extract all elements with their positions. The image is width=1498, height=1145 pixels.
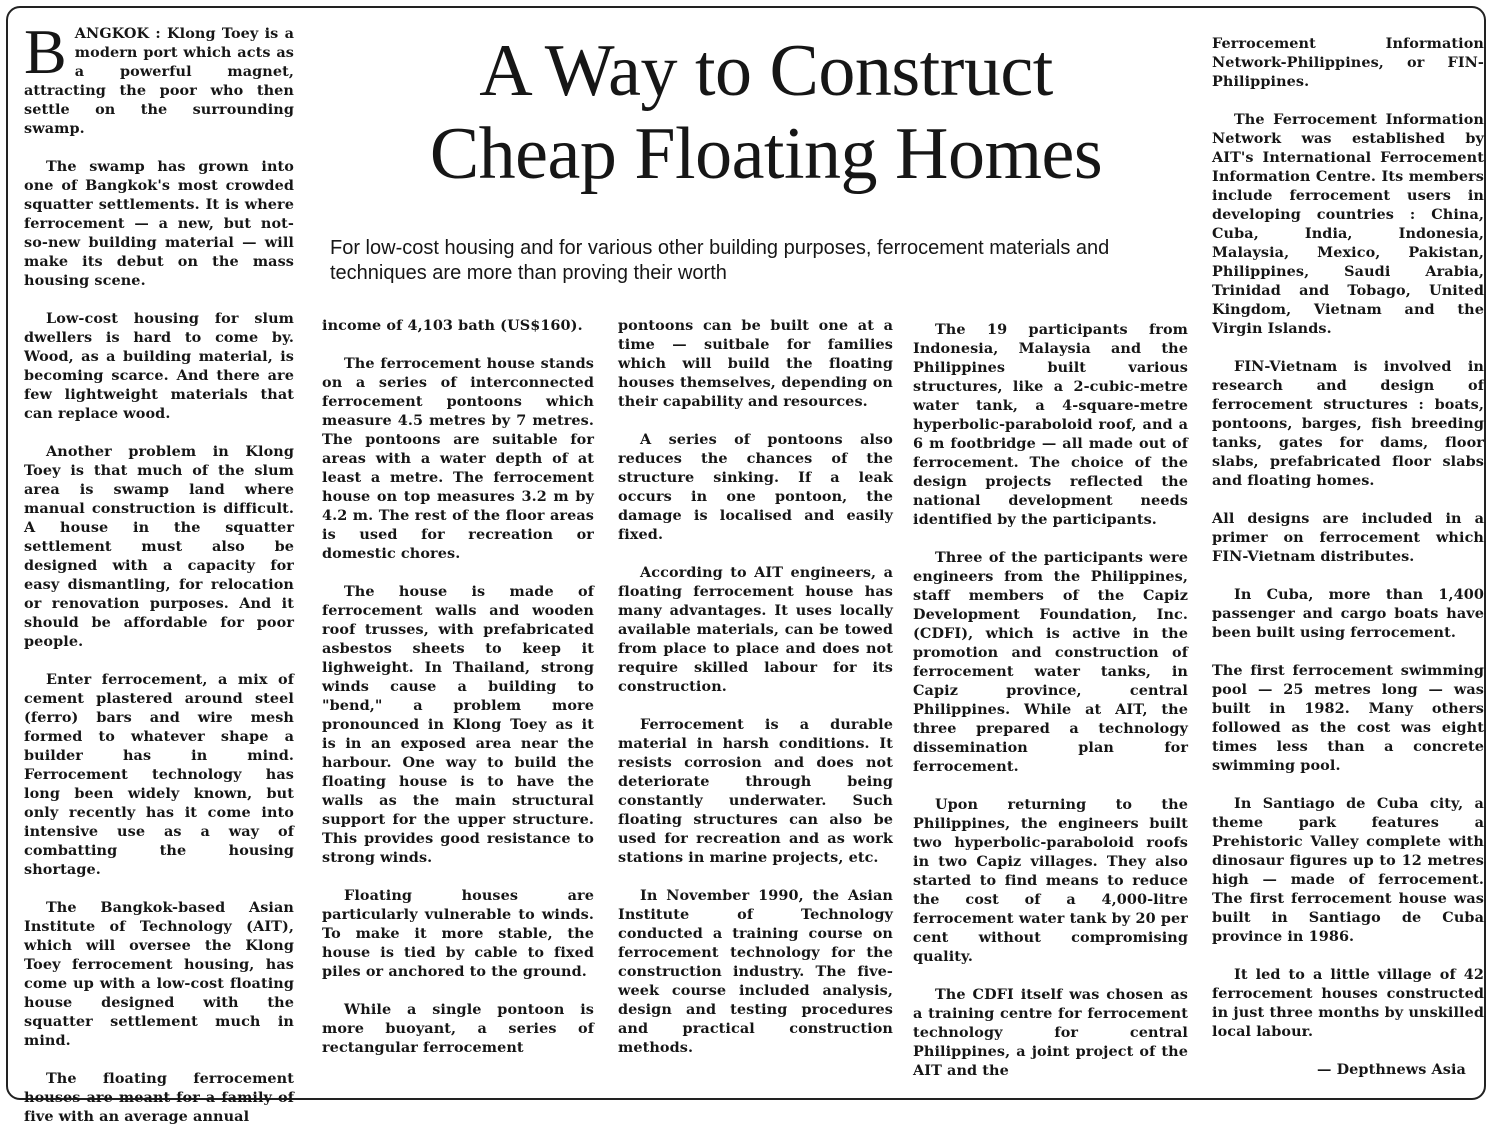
paragraph: The 19 participants from Indonesia, Malaysia and the Philippines built various structures, like a 2-cubic-metre water tank, a 4-square-metre hyperbolic-paraboloid roof, and a 6 m footbridge — all made out of ferrocement. The choice of the design projects reflected the national development needs identified by the participants. [913, 321, 1188, 528]
byline-credit: — Depthnews Asia [1317, 1061, 1466, 1078]
paragraph: Ferrocement is a durable material in harsh conditions. It resists corrosion and does not deteriorate through being constantly underwater. Such floating structures can also be used for recreation and as work stations in marine projects, etc. [618, 716, 893, 866]
column-4 [913, 320, 1188, 1099]
paragraph: It led to a little village of 42 ferrocement houses constructed in just three months by unskilled local labour. [1212, 966, 1484, 1040]
paragraph-text: Klong Toey is a modern port which acts as a powerful magnet, attracting the poor who then settle on the surrounding swamp. [24, 25, 294, 137]
paragraph: A series of pontoons also reduces the chances of the structure sinking. If a leak occurs in one pontoon, the damage is localised and easily fixed. [618, 431, 893, 543]
column-2 [322, 316, 594, 1076]
paragraph: Upon returning to the Philippines, the engineers built two hyperbolic-paraboloid roofs in two Capiz villages. They also started to find means to reduce the cost of a 4,000-litre ferrocement water tank by 20 per cent without compromising quality. [913, 796, 1188, 965]
newspaper-clipping [6, 6, 1486, 1125]
paragraph: In Cuba, more than 1,400 passenger and cargo boats have been built using ferrocement. [1212, 586, 1484, 641]
paragraph: While a single pontoon is more buoyant, a series of rectangular ferrocement [322, 1001, 594, 1056]
paragraph: Three of the participants were engineers from the Philippines, staff members of the Capiz Development Foundation, Inc. (CDFI), which is active in the promotion and construction of ferrocement water tanks, in Capiz province, central Philippines. While at AIT, the three prepared a technology dissemination plan for ferrocement. [913, 549, 1188, 775]
paragraph: Low-cost housing for slum dwellers is hard to come by. Wood, as a building material, is becoming scarce. And there are few lightweight materials that can replace wood. [24, 310, 294, 422]
column-1 [24, 16, 294, 1145]
headline-line-2: Cheap Floating Homes [429, 113, 1103, 195]
headline [326, 30, 1206, 196]
paragraph: The CDFI itself was chosen as a training centre for ferrocement technology for central Philippines, a joint project of the AIT and the [913, 986, 1188, 1079]
paragraph: Another problem in Klong Toey is that much of the slum area is swamp land where manual construction is difficult. A house in the squatter settlement must also be designed with a capacity for easy dismantling, for relocation or renovation purposes. And it should be affordable for poor people. [24, 443, 294, 650]
paragraph: According to AIT engineers, a floating ferrocement house has many advantages. It uses locally available materials, can be towed from place to place and does not require skilled labour for its construction. [618, 564, 893, 695]
paragraph: FIN-Vietnam is involved in research and design of ferrocement structures : boats, pontoons, barges, fish breeding tanks, gates for dams, floor slabs, prefabricated floor slabs and floating homes. [1212, 358, 1484, 489]
paragraph: The first ferrocement swimming pool — 25 metres long — was built in 1982. Many others followed as the cost was eight times less than a concrete swimming pool. [1212, 662, 1484, 774]
headline-line-1: A Way to Construct [479, 30, 1053, 112]
drop-cap: B [24, 16, 67, 87]
paragraph: Ferrocement Information Network-Philippines, or FIN-Philippines. [1212, 35, 1484, 90]
paragraph: Enter ferrocement, a mix of cement plastered around steel (ferro) bars and wire mesh formed to whatever shape a builder has in mind. Ferrocement technology has long been widely known, but only recently has it come into intensive use as a way of combatting the housing shortage. [24, 671, 294, 878]
paragraph: The Bangkok-based Asian Institute of Technology (AIT), which will oversee the Klong Toey ferrocement housing, has come up with a low-cost floating house designed with the squatter settlement much in mind. [24, 899, 294, 1049]
deck-subheadline: For low-cost housing and for various other building purposes, ferrocement materials and techniques are more than proving their worth [330, 237, 1110, 284]
paragraph: Floating houses are particularly vulnerable to winds. To make it more stable, the house is tied by cable to fixed piles or anchored to the ground. [322, 887, 594, 980]
paragraph: In Santiago de Cuba city, a theme park features a Prehistoric Valley complete with dinosaur figures up to 12 metres high — made of ferrocement. The first ferrocement house was built in Santiago de Cuba province in 1986. [1212, 795, 1484, 945]
lead-paragraph [24, 16, 294, 138]
paragraph: The swamp has grown into one of Bangkok's most crowded squatter settlements. It is where ferrocement — a new, but not-so-new building material — will make its debut on the mass housing scene. [24, 158, 294, 289]
column-5 [1212, 34, 1484, 1098]
paragraph: The house is made of ferrocement walls and wooden roof trusses, with prefabricated asbestos sheets to keep it lighweight. In Thailand, strong winds cause a building to "bend," a problem more pronounced in Klong Toey as it is in an exposed area near the harbour. One way to build the floating house is to have the walls as the main structural support for the upper structure. This provides good resistance to strong winds. [322, 583, 594, 866]
paragraph: income of 4,103 bath (US$160). [322, 317, 583, 334]
paragraph: The ferrocement house stands on a series of interconnected ferrocement pontoons which measure 4.5 metres by 7 metres. The pontoons are suitable for areas with a water depth of at least a metre. The ferrocement house on top measures 3.2 m by 4.2 m. The rest of the floor areas is used for recreation or domestic chores. [322, 355, 594, 562]
dateline: ANGKOK : [74, 25, 161, 42]
paragraph: The floating ferrocement houses are meant for a family of five with an average annual [24, 1070, 294, 1125]
paragraph: All designs are included in a primer on ferrocement which FIN-Vietnam distributes. [1212, 510, 1484, 565]
paragraph: The Ferrocement Information Network was established by AIT's International Ferrocement Information Centre. Its members include ferrocement users in developing countries : China, Cuba, India, Indonesia, Malaysia, Mexico, Pakistan, Philippines, Saudi Arabia, Trinidad and Tobago, United Kingdom, Vietnam and the Virgin Islands. [1212, 111, 1484, 337]
column-3 [618, 316, 893, 1076]
paragraph: In November 1990, the Asian Institute of Technology conducted a training course on ferrocement technology for the construction industry. The five-week course included analysis, design and testing procedures and practical construction methods. [618, 887, 893, 1056]
paragraph: pontoons can be built one at a time — suitbale for families which will build the floating houses themselves, depending on their capability and resources. [618, 317, 893, 410]
